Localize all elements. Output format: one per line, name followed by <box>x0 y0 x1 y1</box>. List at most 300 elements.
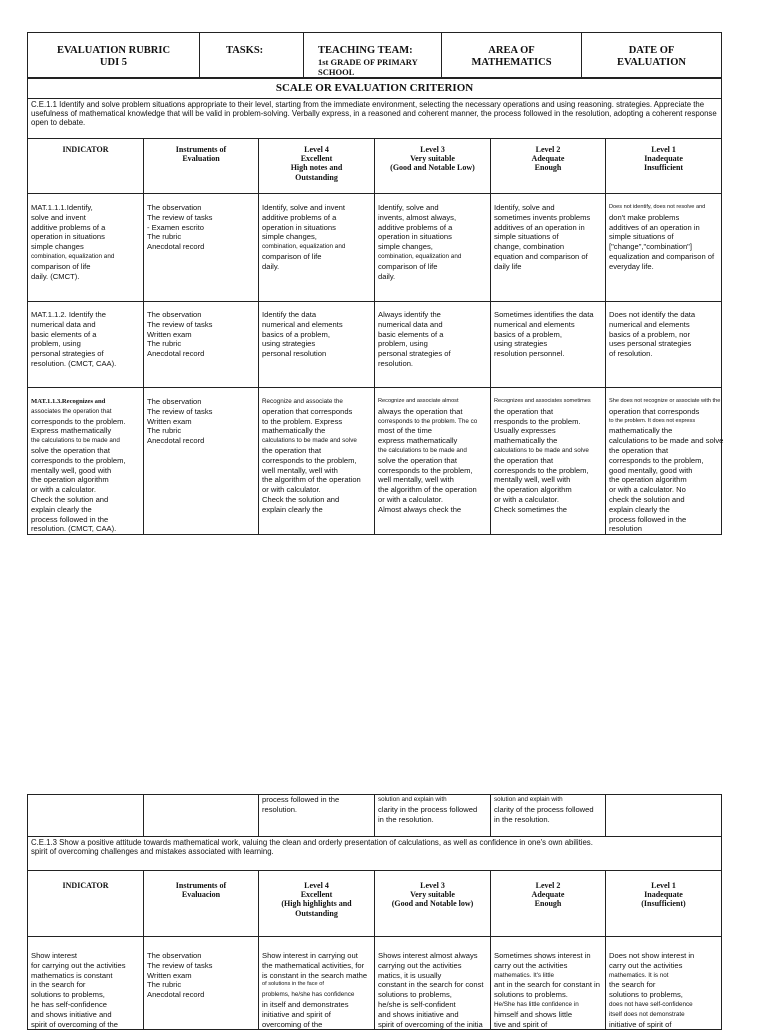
level2-cell <box>491 795 606 837</box>
teaching-team-cell <box>304 33 442 78</box>
text-line: resolution. (CMCT, CAA). <box>31 358 117 368</box>
text-line: additive problems of a <box>31 222 106 232</box>
text-line: and shows initiative and <box>31 1009 112 1019</box>
text-line: simple situations of <box>609 232 674 242</box>
text-line: Identify, solve and <box>378 203 439 212</box>
text-line: mathematically the <box>609 426 673 436</box>
rubric-title-cell <box>28 33 200 78</box>
text-line: additives of an operation in <box>609 222 700 232</box>
level2-cell <box>491 937 606 1030</box>
text-line: of solutions in the face of <box>262 981 324 988</box>
text-line: Recognize and associate the <box>262 398 343 405</box>
text-line: constant in the search for const <box>378 980 484 990</box>
text-line: he has self-confidence <box>31 999 107 1009</box>
text-line: additive problems of a <box>262 212 337 222</box>
grade-label: 1st GRADE OF PRIMARY SCHOOL <box>318 57 418 77</box>
text-line: equation and comparison of <box>494 251 588 261</box>
instruments-header <box>144 139 259 194</box>
text-line: corresponds to the problem, <box>31 455 126 465</box>
level3-cell <box>375 937 491 1030</box>
level4-cell <box>259 937 375 1030</box>
level4-desc1: High notes and <box>290 163 343 173</box>
text-line: initiative of spirit of <box>609 1019 672 1029</box>
text-line: personal strategies of <box>378 349 451 359</box>
text-line: The review of tasks <box>147 406 213 416</box>
level3-number: Level 3 <box>420 145 445 154</box>
level3-name: Very suitable <box>410 890 455 900</box>
text-line: solution and explain with <box>378 796 447 803</box>
rubric-page-2 <box>27 794 721 1030</box>
text-line: check the solution and <box>609 494 685 504</box>
text-line: The rubric <box>147 339 182 349</box>
level4-cell <box>259 194 375 302</box>
instruments-header-line2: Evaluation <box>182 154 220 164</box>
instruments-cell <box>144 194 259 302</box>
text-line: numerical data and <box>378 319 443 329</box>
teaching-team-label: TEACHING TEAM: <box>318 45 413 56</box>
rubric-title: EVALUATION RUBRIC <box>56 45 171 56</box>
text-line: The review of tasks <box>147 960 213 970</box>
text-line: change, combination <box>494 242 565 252</box>
text-line: and shows initiative and <box>378 1009 459 1019</box>
text-line: invents, almost always, <box>378 212 457 222</box>
evaluation-label: EVALUATION <box>616 57 687 68</box>
level2-header <box>491 139 606 194</box>
instruments-header-line2: Evaluacion <box>181 890 221 900</box>
level2-name: Adequate <box>531 890 565 900</box>
text-line: numerical and elements <box>262 319 343 329</box>
level4-name: Excellent <box>300 154 333 164</box>
instruments-header-line1: Instruments of <box>175 145 227 154</box>
text-line: process followed in the <box>609 514 687 524</box>
text-line: He/She has little confidence in <box>494 1000 579 1008</box>
text-line: The observation <box>147 397 202 406</box>
text-line: or with a calculator. No <box>609 485 686 495</box>
text-line: or with a calculator. <box>494 494 559 504</box>
text-line: daily. (CMCT). <box>31 271 80 281</box>
text-line: or with calculator. <box>262 485 321 495</box>
text-line: daily. <box>262 261 280 271</box>
table-row <box>28 937 722 1030</box>
text-line: explain clearly the <box>31 504 92 514</box>
text-line: solve the operation that <box>378 455 457 465</box>
text-line: numerical and elements <box>494 319 575 329</box>
text-line: calculations to be made and solve <box>609 436 724 446</box>
text-line: solutions to problems, <box>378 990 452 1000</box>
text-line: personal resolution <box>262 349 327 359</box>
text-line: corresponds to the problem, <box>494 465 589 475</box>
text-line: clarity in the process followed <box>378 804 478 814</box>
text-line: the operation that <box>494 455 554 465</box>
indicator-cell <box>28 937 144 1030</box>
level3-desc: (Good and Notable Low) <box>390 163 475 173</box>
text-line: Shows interest almost always <box>378 951 478 960</box>
text-line: well mentally, well with <box>262 465 338 475</box>
text-line: Anecdotal record <box>147 242 205 252</box>
text-line: Anecdotal record <box>147 990 205 1000</box>
text-line: express mathematically <box>378 436 458 446</box>
text-line: basics of a problem, <box>494 329 562 339</box>
area-cell <box>442 33 582 78</box>
text-line: mathematically the <box>494 436 558 446</box>
level2-cell <box>491 194 606 302</box>
level4-cell <box>259 795 375 837</box>
text-line: Usually expresses <box>494 426 556 436</box>
text-line: corresponds to the problem, <box>262 455 357 465</box>
level4-header <box>259 139 375 194</box>
text-line: combination, equalization and <box>31 252 115 260</box>
text-line: The review of tasks <box>147 319 213 329</box>
text-line: Written exam <box>147 970 192 980</box>
text-line: initiative and spirit of <box>262 1009 331 1019</box>
level1-header <box>606 139 722 194</box>
text-line: comparison of life <box>378 261 438 271</box>
text-line: solutions to problems, <box>31 990 105 1000</box>
text-line: solve and invent <box>31 212 86 222</box>
text-line: spirit of overcoming of the initia <box>378 1019 483 1029</box>
text-line: operation that corresponds <box>609 406 700 416</box>
text-line: the mathematical activities, for <box>262 960 365 970</box>
text-line: the operation that <box>494 406 554 416</box>
table-row <box>28 194 722 302</box>
text-line: always the operation that <box>378 406 463 416</box>
text-line: corresponds to the problem. <box>31 416 126 426</box>
text-line: operation that corresponds <box>262 406 353 416</box>
level4-cell <box>259 388 375 535</box>
level4-desc1: (High highlights and <box>281 899 352 909</box>
level1-cell <box>606 388 722 535</box>
level4-number: Level 4 <box>304 881 329 890</box>
text-line: Always identify the <box>378 310 441 319</box>
text-line: explain clearly the <box>609 504 670 514</box>
text-line: to the problem. It does not express <box>609 417 696 424</box>
text-line: resolution. (CMCT, CAA). <box>31 524 117 534</box>
text-line: solutions to problems, <box>609 990 683 1000</box>
text-line: carrying out the activities <box>378 960 462 970</box>
level1-name: Inadequate <box>644 890 683 900</box>
text-line: process followed in the <box>31 514 109 524</box>
text-line: for carrying out the activities <box>31 960 126 970</box>
instruments-header-line1: Instruments of <box>175 881 227 890</box>
criterion-row-2 <box>28 837 722 871</box>
level3-header <box>375 871 491 937</box>
text-line: or with a calculator. <box>378 494 443 504</box>
instruments-cell <box>144 388 259 535</box>
text-line: in itself and demonstrates <box>262 999 349 1009</box>
text-line: sometimes invents problems <box>494 212 591 222</box>
text-line: the operation that <box>609 445 669 455</box>
text-line: comparison of life <box>31 261 91 271</box>
text-line: resolution. <box>378 358 414 368</box>
text-line: Recognizes and associates sometimes <box>494 398 591 404</box>
level4-desc2: Outstanding <box>295 172 338 182</box>
tasks-label: TASKS: <box>226 45 264 56</box>
text-line: Almost always check the <box>378 504 462 514</box>
level1-cell <box>606 194 722 302</box>
text-line: problem, using <box>378 339 428 349</box>
text-line: the calculations to be made and <box>378 446 467 454</box>
text-line: personal strategies of <box>31 349 104 359</box>
text-line: basic elements of a <box>378 329 444 339</box>
column-header-row-2 <box>28 871 722 937</box>
text-line: Identify, solve and invent <box>262 203 346 212</box>
text-line: Does not identify the data <box>609 310 696 319</box>
text-line: Sometimes shows interest in <box>494 951 591 960</box>
level1-desc: (Insufficient) <box>641 899 686 909</box>
text-line: Identify the data <box>262 310 317 319</box>
criterion-text-2-line2: spirit of overcoming challenges and mistakes associated with learning. <box>31 847 274 856</box>
text-line: combination, equalization and <box>262 243 346 251</box>
scale-row <box>28 79 722 99</box>
scale-title: SCALE OR EVALUATION CRITERION <box>28 79 722 99</box>
text-line: everyday life. <box>609 261 654 271</box>
level3-number: Level 3 <box>420 881 445 890</box>
text-line: Check sometimes the <box>494 504 568 514</box>
text-line: The review of tasks <box>147 212 213 222</box>
level1-desc: Insufficient <box>643 163 684 173</box>
level3-cell <box>375 388 491 535</box>
text-line: spirit of overcoming of the <box>31 1019 118 1029</box>
criterion-text-2-cell <box>28 837 722 871</box>
continuation-row <box>28 795 722 837</box>
text-line: or with a calculator. <box>31 485 96 495</box>
text-line: the search for <box>609 980 656 990</box>
text-line: Written exam <box>147 329 192 339</box>
text-line: of resolution. <box>609 349 653 359</box>
text-line: additives of an operation in <box>494 222 585 232</box>
text-line: corresponds to the problem, <box>609 455 704 465</box>
text-line: Check the solution and <box>262 494 340 504</box>
level3-name: Very suitable <box>410 154 455 164</box>
text-line: Written exam <box>147 416 192 426</box>
text-line: - Examen escrito <box>147 222 204 232</box>
text-line: don't make problems <box>609 212 680 222</box>
text-line: Does not identify, does not resolve and <box>609 204 706 210</box>
text-line: calculations to be made and solve <box>494 446 589 454</box>
area-label: AREA OF <box>488 45 535 56</box>
level4-cell <box>259 302 375 388</box>
instruments-cell <box>144 795 259 837</box>
level1-cell <box>606 937 722 1030</box>
rubric-header-row <box>28 33 722 78</box>
level1-number: Level 1 <box>651 145 676 154</box>
level2-name: Adequate <box>531 154 565 164</box>
level3-header <box>375 139 491 194</box>
text-line: the operation that <box>262 445 322 455</box>
text-line: Sometimes identifies the data <box>494 310 594 319</box>
level2-desc: Enough <box>534 899 562 909</box>
text-line: Identify, solve and <box>494 203 555 212</box>
text-line: resolution <box>609 524 642 534</box>
text-line: the operation algorithm <box>609 475 687 485</box>
text-line: Anecdotal record <box>147 349 205 359</box>
text-line: problems, he/she has confidence <box>262 991 355 999</box>
text-line: uses personal strategies <box>609 339 692 349</box>
text-line: the operation algorithm <box>31 475 109 485</box>
instruments-cell <box>144 302 259 388</box>
text-line: the algorithm of the operation <box>378 485 477 495</box>
text-line: simple changes, <box>262 232 317 242</box>
area-value: MATHEMATICS <box>471 57 552 68</box>
text-line: in the resolution. <box>494 814 550 824</box>
text-line: the calculations to be made and <box>31 437 120 445</box>
table-row <box>28 302 722 388</box>
text-line: is constant in the search mathe <box>262 970 368 980</box>
text-line: equalization and comparison of <box>609 251 715 261</box>
level1-cell <box>606 795 722 837</box>
text-line: The observation <box>147 951 202 960</box>
text-line: to the problem. Express <box>262 416 343 426</box>
text-line: combination, equalization and <box>378 252 462 260</box>
text-line: using strategies <box>262 339 316 349</box>
rubric-table-1 <box>27 32 722 78</box>
text-line: carry out the activities <box>609 960 683 970</box>
level2-desc: Enough <box>534 163 562 173</box>
text-line: basic elements of a <box>31 329 97 339</box>
indicator-header-label: INDICATOR <box>62 881 109 890</box>
table-row <box>28 388 722 535</box>
text-line: Recognize and associate almost <box>378 398 459 404</box>
text-line: rresponds to the problem. <box>494 416 581 426</box>
indicator-header <box>28 871 144 937</box>
text-line: operation in situations <box>31 232 105 242</box>
criterion-row-1 <box>28 99 722 139</box>
text-line: daily. <box>378 271 396 281</box>
text-line: mathematically the <box>262 426 326 436</box>
text-line: in the resolution. <box>378 814 434 824</box>
text-line: resolution. <box>262 804 298 814</box>
level1-cell <box>606 302 722 388</box>
text-line: mentally well, well with <box>494 475 571 485</box>
column-header-row-1 <box>28 139 722 194</box>
text-line: solutions to problems. <box>494 990 568 1000</box>
text-line: numerical data and <box>31 319 96 329</box>
text-line: himself and shows little <box>494 1009 573 1019</box>
level4-header <box>259 871 375 937</box>
text-line: mathematics is constant <box>31 970 113 980</box>
text-line: She does not recognize or associate with the <box>609 398 721 404</box>
text-line: clarity of the process followed <box>494 804 594 814</box>
text-line: well mentally, well with <box>378 475 454 485</box>
text-line: daily life <box>494 261 522 271</box>
level2-number: Level 2 <box>535 881 561 890</box>
text-line: The rubric <box>147 232 182 242</box>
text-line: Show interest <box>31 951 78 960</box>
level2-cell <box>491 302 606 388</box>
text-line: matics, it is usually <box>378 970 442 980</box>
text-line: itself does not demonstrate <box>609 1010 685 1018</box>
text-line: using strategies <box>494 339 548 349</box>
instruments-cell <box>144 937 259 1030</box>
level4-number: Level 4 <box>304 145 329 154</box>
text-line: basics of a problem, nor <box>609 329 691 339</box>
text-line: tive and spirit of <box>494 1019 548 1029</box>
text-line: simple changes <box>31 242 84 252</box>
text-line: associates the operation that <box>31 407 112 415</box>
indicator-cell <box>28 388 144 535</box>
text-line: corresponds to the problem, <box>378 465 473 475</box>
date-cell <box>582 33 722 78</box>
text-line: Show interest in carrying out <box>262 951 358 960</box>
indicator-header <box>28 139 144 194</box>
rubric-unit: UDI 5 <box>99 57 128 68</box>
indicator-cell <box>28 302 144 388</box>
text-line: operation in situations <box>378 232 452 242</box>
criterion-text-1: C.E.1.1 Identify and solve problem situations appropriate to their level, starting from the immediate environment, selecting the necessary operations and using reasoning. strategies. Appreciate the usefulness of mathematical knowledge that will be valid in problem-solving. Verbally express, in a reasoned and coherent manner, the process followed in the resolution, adopting a coherent response open to debate. <box>28 99 722 139</box>
text-line: the algorithm of the operation <box>262 475 361 485</box>
text-line: the operation algorithm <box>494 485 572 495</box>
text-line: process followed in the <box>262 795 340 804</box>
text-line: Anecdotal record <box>147 436 205 446</box>
text-line: The observation <box>147 203 202 212</box>
text-line: mathematics. It is not <box>609 971 669 979</box>
text-line: The rubric <box>147 426 182 436</box>
indicator-header-label: INDICATOR <box>62 145 109 154</box>
level1-number: Level 1 <box>651 881 676 890</box>
text-line: ["change","combination"] <box>609 242 692 252</box>
text-line: calculations to be made and solve <box>262 437 357 445</box>
text-line: in the search for <box>31 980 86 990</box>
instruments-header <box>144 871 259 937</box>
rubric-table-1-body <box>27 78 722 535</box>
rubric-page-1 <box>27 32 724 535</box>
date-label: DATE OF <box>628 45 675 56</box>
text-line: MAT.1.1.2. Identify the <box>31 310 106 319</box>
text-line: numerical and elements <box>609 319 690 329</box>
text-line: mentally well, good with <box>31 465 112 475</box>
text-line: explain clearly the <box>262 504 323 514</box>
level1-name: Inadequate <box>644 154 683 164</box>
tasks-cell <box>200 33 304 78</box>
level1-header <box>606 871 722 937</box>
level3-cell <box>375 795 491 837</box>
text-line: carry out the activities <box>494 960 568 970</box>
level3-cell <box>375 302 491 388</box>
text-line: problem, using <box>31 339 81 349</box>
text-line: simple situations of <box>494 232 559 242</box>
rubric-table-2 <box>27 794 722 1030</box>
text-line: Does not show interest in <box>609 951 695 960</box>
text-line: Express mathematically <box>31 426 112 436</box>
text-line: additive problems of a <box>378 222 453 232</box>
text-line: The observation <box>147 310 202 319</box>
text-line: mathematics. It's little <box>494 971 554 979</box>
level4-name: Excellent <box>300 890 333 900</box>
text-line: MAT.1.1.3.Recognizes and <box>31 398 106 405</box>
text-line: resolution personnel. <box>494 349 565 359</box>
indicator-cell <box>28 194 144 302</box>
level3-cell <box>375 194 491 302</box>
level2-cell <box>491 388 606 535</box>
level3-desc: (Good and Notable low) <box>391 899 474 909</box>
text-line: ant in the search for constant in <box>494 980 600 990</box>
level2-number: Level 2 <box>535 145 561 154</box>
text-line: good mentally, good with <box>609 465 693 475</box>
text-line: overcoming of the <box>262 1019 323 1029</box>
indicator-cell <box>28 795 144 837</box>
level4-desc2: Outstanding <box>295 908 338 918</box>
text-line: solution and explain with <box>494 796 563 803</box>
criterion-text-2-line1: C.E.1.3 Show a positive attitude towards mathematical work, valuing the clean and orderly presentation of calculations, as well as confidence in one's own abilities. <box>31 838 593 847</box>
level2-header <box>491 871 606 937</box>
text-line: basics of a problem, <box>262 329 330 339</box>
text-line: comparison of life <box>262 251 322 261</box>
text-line: does not have self-confidence <box>609 1000 693 1008</box>
text-line: operation in situations <box>262 222 336 232</box>
text-line: Check the solution and <box>31 494 109 504</box>
text-line: solve the operation that <box>31 445 110 455</box>
text-line: MAT.1.1.1.Identify, <box>31 203 93 212</box>
